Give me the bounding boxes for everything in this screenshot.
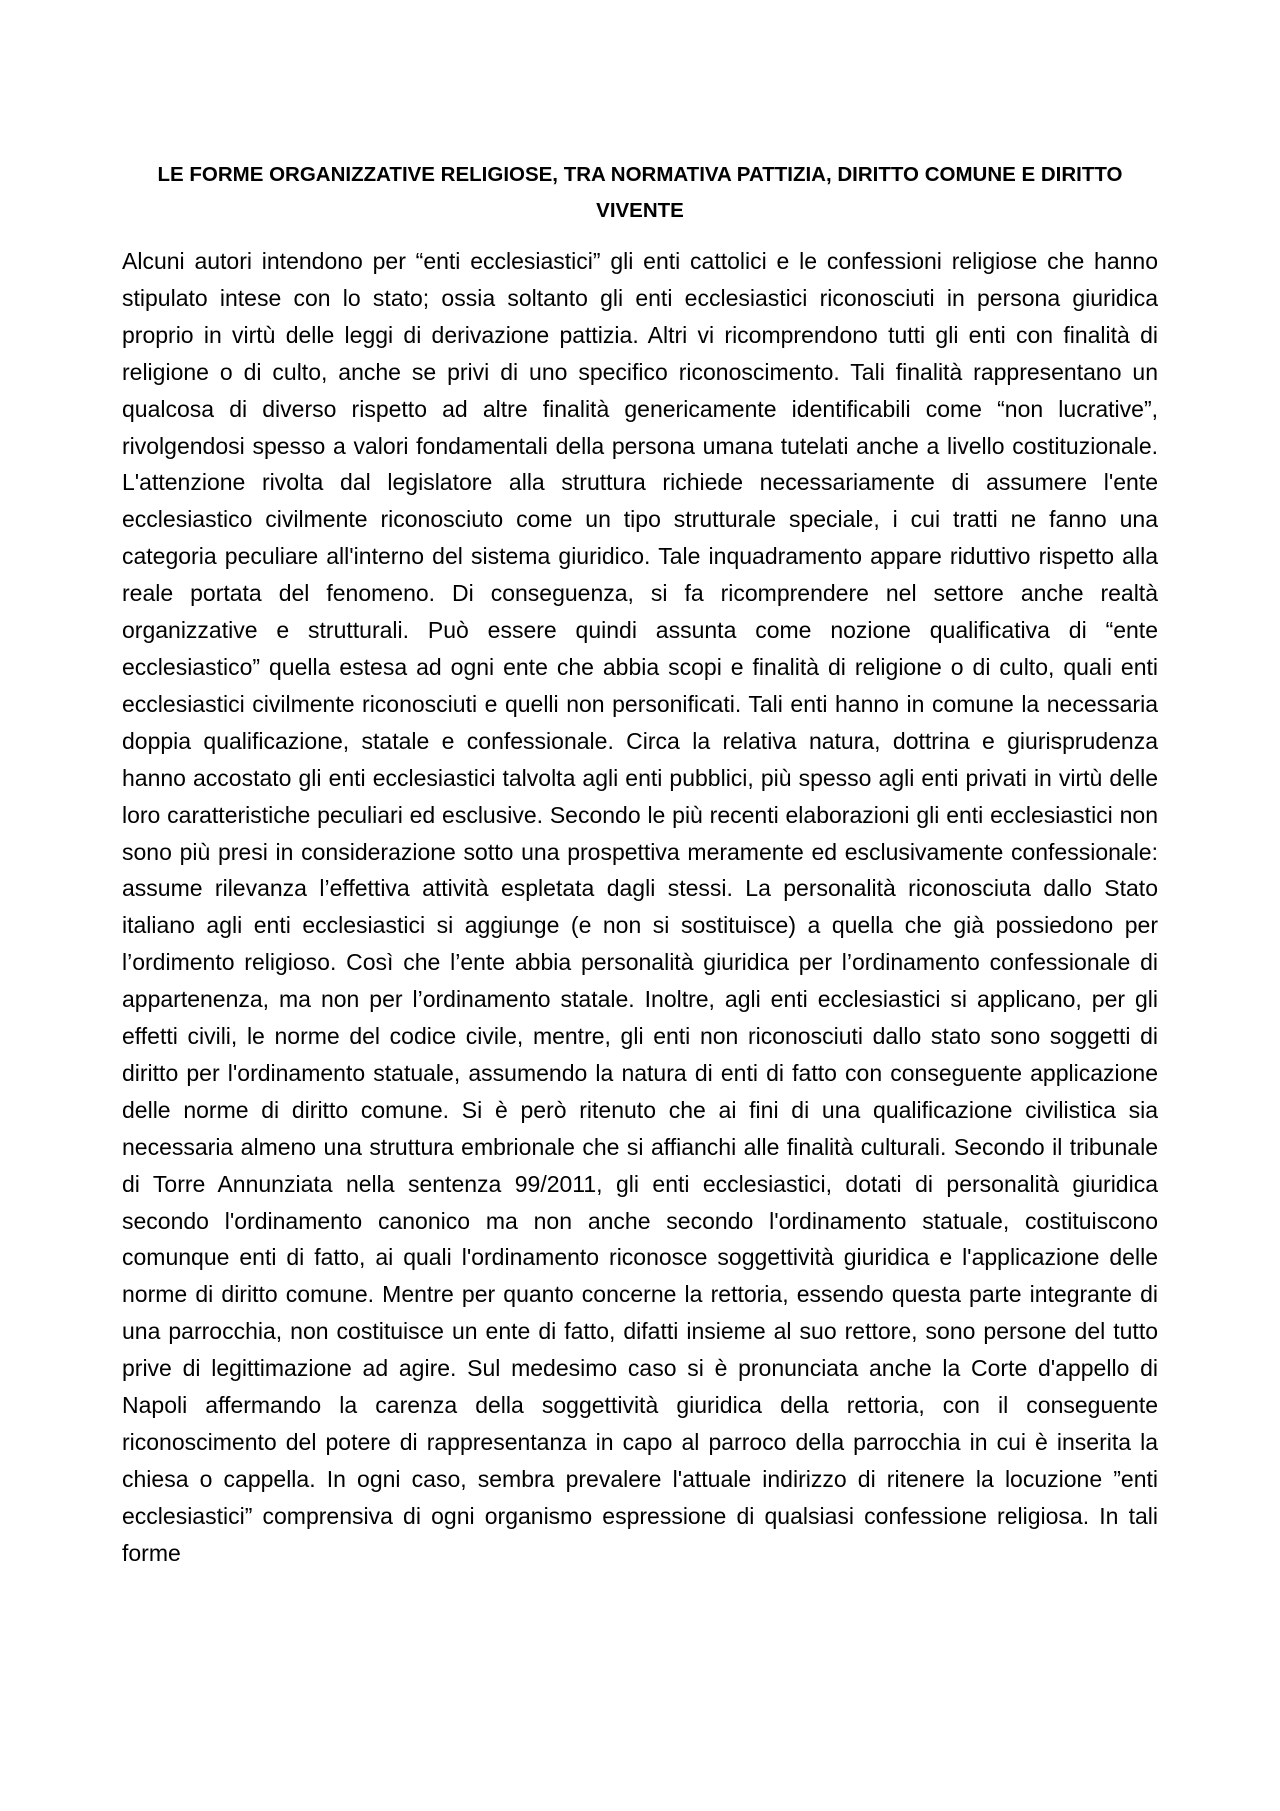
document-title: LE FORME ORGANIZZATIVE RELIGIOSE, TRA NORMATIVA PATTIZIA, DIRITTO COMUNE E DIRITTO VIVENTE	[157, 163, 1123, 222]
document-body-paragraph: Alcuni autori intendono per “enti ecclesiastici” gli enti cattolici e le confessioni religiose che hanno stipulato intese con lo stato; ossia soltanto gli enti ecclesiastici riconosciuti in persona giuridica proprio in virtù delle leggi di derivazione pattizia. Altri vi ricomprendono tutti gli enti con finalità di religione o di culto, anche se privi di uno specifico riconoscimento. Tali finalità rappresentano un qualcosa di diverso rispetto ad altre finalità genericamente identificabili come “non lucrative”, rivolgendosi spesso a valori fondamentali della persona umana tutelati anche a livello costituzionale. L'attenzione rivolta dal legislatore alla struttura richiede necessariamente di assumere l'ente ecclesiastico civilmente riconosciuto come un tipo strutturale speciale, i cui tratti ne fanno una categoria peculiare all'interno del sistema giuridico. Tale inquadramento appare riduttivo rispetto alla reale portata del fenomeno. Di conseguenza, si fa ricomprendere nel settore anche realtà organizzative e strutturali. Può essere quindi assunta come nozione qualificativa di “ente ecclesiastico” quella estesa ad ogni ente che abbia scopi e finalità di religione o di culto, quali enti ecclesiastici civilmente riconosciuti e quelli non personificati. Tali enti hanno in comune la necessaria doppia qualificazione, statale e confessionale. Circa la relativa natura, dottrina e giurisprudenza hanno accostato gli enti ecclesiastici talvolta agli enti pubblici, più spesso agli enti privati in virtù delle loro caratteristiche peculiari ed esclusive. Secondo le più recenti elaborazioni gli enti ecclesiastici non sono più presi in considerazione sotto una prospettiva meramente ed esclusivamente confessionale: assume rilevanza l’effettiva attività espletata dagli stessi. La personalità riconosciuta dallo Stato italiano agli enti ecclesiastici si aggiunge (e non si sostituisce) a quella che già possiedono per l’ordimento religioso. Così che l’ente abbia personalità giuridica per l’ordinamento confessionale di appartenenza, ma non per l’ordinamento statale. Inoltre, agli enti ecclesiastici si applicano, per gli effetti civili, le norme del codice civile, mentre, gli enti non riconosciuti dallo stato sono soggetti di diritto per l'ordinamento statuale, assumendo la natura di enti di fatto con conseguente applicazione delle norme di diritto comune. Si è però ritenuto che ai fini di una qualificazione civilistica sia necessaria almeno una struttura embrionale che si affianchi alle finalità culturali. Secondo il tribunale di Torre Annunziata nella sentenza 99/2011, gli enti ecclesiastici, dotati di personalità giuridica secondo l'ordinamento canonico ma non anche secondo l'ordinamento statuale, costituiscono comunque enti di fatto, ai quali l'ordinamento riconosce soggettività giuridica e l'applicazione delle norme di diritto comune. Mentre per quanto concerne la rettoria, essendo questa parte integrante di una parrocchia, non costituisce un ente di fatto, difatti insieme al suo rettore, sono persone del tutto prive di legittimazione ad agire. Sul medesimo caso si è pronunciata anche la Corte d'appello di Napoli affermando la carenza della soggettività giuridica della rettoria, con il conseguente riconoscimento del potere di rappresentanza in capo al parroco della parrocchia in cui è inserita la chiesa o cappella. In ogni caso, sembra prevalere l'attuale indirizzo di ritenere la locuzione ”enti ecclesiastici” comprensiva di ogni organismo espressione di qualsiasi confessione religiosa. In tali forme	[122, 248, 1158, 1566]
